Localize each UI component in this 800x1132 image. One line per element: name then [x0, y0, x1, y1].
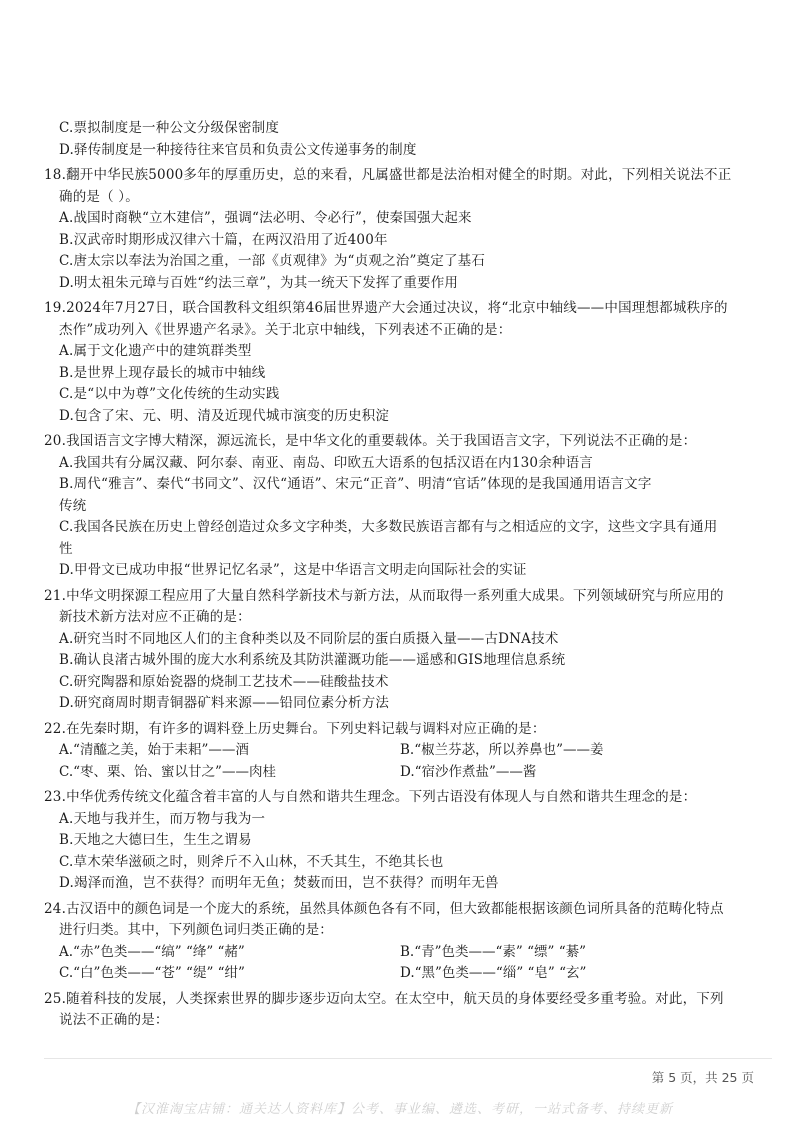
option-d: D.“黑”色类——“缁” “皂” “玄”	[400, 965, 587, 981]
question-stem: 19.2024年7月27日，联合国教科文组织第46届世界遗产大会通过决议，将“北京中轴线——中国理想都城秩序的	[44, 300, 728, 316]
option-b: B.周代“雅言”、秦代“书同文”、汉代“通语”、宋元“正音”、明清“官话”体现的是我国通用语言文字	[59, 476, 652, 492]
option-c-continued: 性	[59, 540, 73, 557]
option-row	[58, 762, 770, 784]
question-stem: 20.我国语言文字博大精深，源远流长，是中华文化的重要载体。关于我国语言文字，下列说法不正确的是：	[44, 433, 697, 449]
option-c: C.票拟制度是一种公文分级保密制度	[59, 120, 280, 136]
watermark-text: 【汉淮淘宝店铺：通关达人资料库】公考、事业编、遴选、考研，一站式备考、持续更新	[126, 1102, 673, 1117]
option-b: B.天地之大德曰生，生生之谓易	[59, 832, 252, 848]
option-b: B.“椒兰芬苾，所以养鼻也”——姜	[400, 742, 604, 758]
option-b: B.是世界上现存最长的城市中轴线	[59, 364, 266, 381]
option-c: C.我国各民族在历史上曾经创造过众多文字种类，大多数民族语言都有与之相适应的文字，这些文字具有通用	[59, 519, 718, 535]
option-c: C.唐太宗以奉法为治国之重，一部《贞观律》为“贞观之治”奠定了基石	[59, 253, 486, 269]
option-c: C.“枣、栗、饴、蜜以甘之”——肉桂	[59, 763, 276, 780]
question-23	[44, 787, 770, 895]
question-stem: 25.随着科技的发展，人类探索世界的脚步逐步迈向太空。在太空中，航天员的身体要经受多重考验。对此，下列	[44, 990, 724, 1007]
question-21	[44, 586, 770, 715]
option-c: C.是“以中为尊”文化传统的生动实践	[59, 386, 280, 402]
option-d: D.研究商周时期青铜器矿料来源——铅同位素分析方法	[59, 695, 390, 711]
option-d: D.“宿沙作煮盐”——酱	[400, 763, 537, 780]
option-d: D.甲骨文已成功申报“世界记忆名录”，这是中华语言文明走向国际社会的实证	[59, 562, 527, 578]
option-row	[58, 942, 770, 964]
question-list	[44, 118, 770, 1032]
question-18	[44, 165, 770, 294]
option-d: D.竭泽而渔，岂不获得？而明年无鱼；焚薮而田，岂不获得？而明年无兽	[59, 875, 499, 891]
question-17-tail	[58, 118, 770, 161]
question-19	[44, 298, 770, 427]
option-a: A.研究当时不同地区人们的主食种类以及不同阶层的蛋白质摄入量——古DNA技术	[59, 630, 559, 647]
question-stem: 18.翻开中华民族5000多年的厚重历史，总的来看，凡属盛世都是法治相对健全的时期。对此，下列相关说法不正	[44, 167, 732, 183]
option-d: D.包含了宋、元、明、清及近现代城市演变的历史积淀	[59, 407, 390, 424]
question-22	[44, 719, 770, 784]
question-stem-continued: 新技术新方法对应不正确的是：	[59, 609, 251, 625]
option-c: C.研究陶器和原始瓷器的烧制工艺技术——硅酸盐技术	[59, 673, 389, 690]
option-row	[58, 740, 770, 762]
option-c: C.“白”色类——“苍” “缇” “绀”	[59, 965, 245, 981]
question-stem: 24.古汉语中的颜色词是一个庞大的系统，虽然具体颜色各有不同，但大致都能根据该颜色词所具备的范畴化特点	[44, 900, 724, 917]
footer-divider	[44, 1058, 772, 1059]
question-25	[44, 989, 770, 1032]
option-c: C.草木荣华滋硕之时，则斧斤不入山林，不夭其生，不绝其长也	[59, 853, 444, 870]
question-stem: 23.中华优秀传统文化蕴含着丰富的人与自然和谐共生理念。下列古语没有体现人与自然和谐共生理念的是：	[44, 789, 697, 805]
option-a: A.属于文化遗产中的建筑群类型	[59, 343, 252, 359]
question-stem: 22.在先秦时期，有许多的调料登上历史舞台。下列史料记载与调料对应正确的是：	[44, 720, 546, 737]
question-24	[44, 899, 770, 985]
question-stem-continued: 确的是（ ）。	[59, 188, 139, 205]
option-a: A.天地与我并生，而万物与我为一	[59, 810, 266, 827]
option-b: B.“青”色类——“素” “缥” “綦”	[400, 943, 587, 960]
option-row	[58, 963, 770, 985]
option-a: A.“赤”色类——“缟” “绛” “赭”	[59, 943, 245, 960]
option-d: D.明太祖朱元璋与百姓“约法三章”，为其一统天下发挥了重要作用	[59, 274, 459, 291]
question-stem: 21.中华文明探源工程应用了大量自然科学新技术与新方法，从而取得一系列重大成果。下列领域研究与所应用的	[44, 587, 724, 604]
option-a: A.我国共有分属汉藏、阿尔泰、南亚、南岛、印欧五大语系的包括汉语在内130余种语言	[59, 454, 594, 471]
question-stem-continued: 说法不正确的是：	[59, 1012, 169, 1028]
question-stem-continued: 杰作”成功列入《世界遗产名录》。关于北京中轴线，下列表述不正确的是：	[59, 321, 512, 338]
option-b: B.确认良渚古城外围的庞大水利系统及其防洪灌溉功能——遥感和GIS地理信息系统	[59, 652, 566, 668]
option-a: A.战国时商鞅“立木建信”，强调“法必明、令必行”，使秦国强大起来	[59, 210, 472, 226]
option-b-continued: 传统	[59, 497, 87, 514]
option-a: A.“清醯之美，始于耒耜”——酒	[59, 742, 249, 758]
question-20	[44, 431, 770, 582]
page-number: 第 5 页，共 25 页	[651, 1070, 754, 1085]
option-d: D.驿传制度是一种接待往来官员和负责公文传递事务的制度	[59, 141, 417, 158]
question-stem-continued: 进行归类。其中，下列颜色词归类正确的是：	[59, 922, 333, 938]
option-b: B.汉武帝时期形成汉律六十篇，在两汉沿用了近400年	[59, 231, 388, 248]
